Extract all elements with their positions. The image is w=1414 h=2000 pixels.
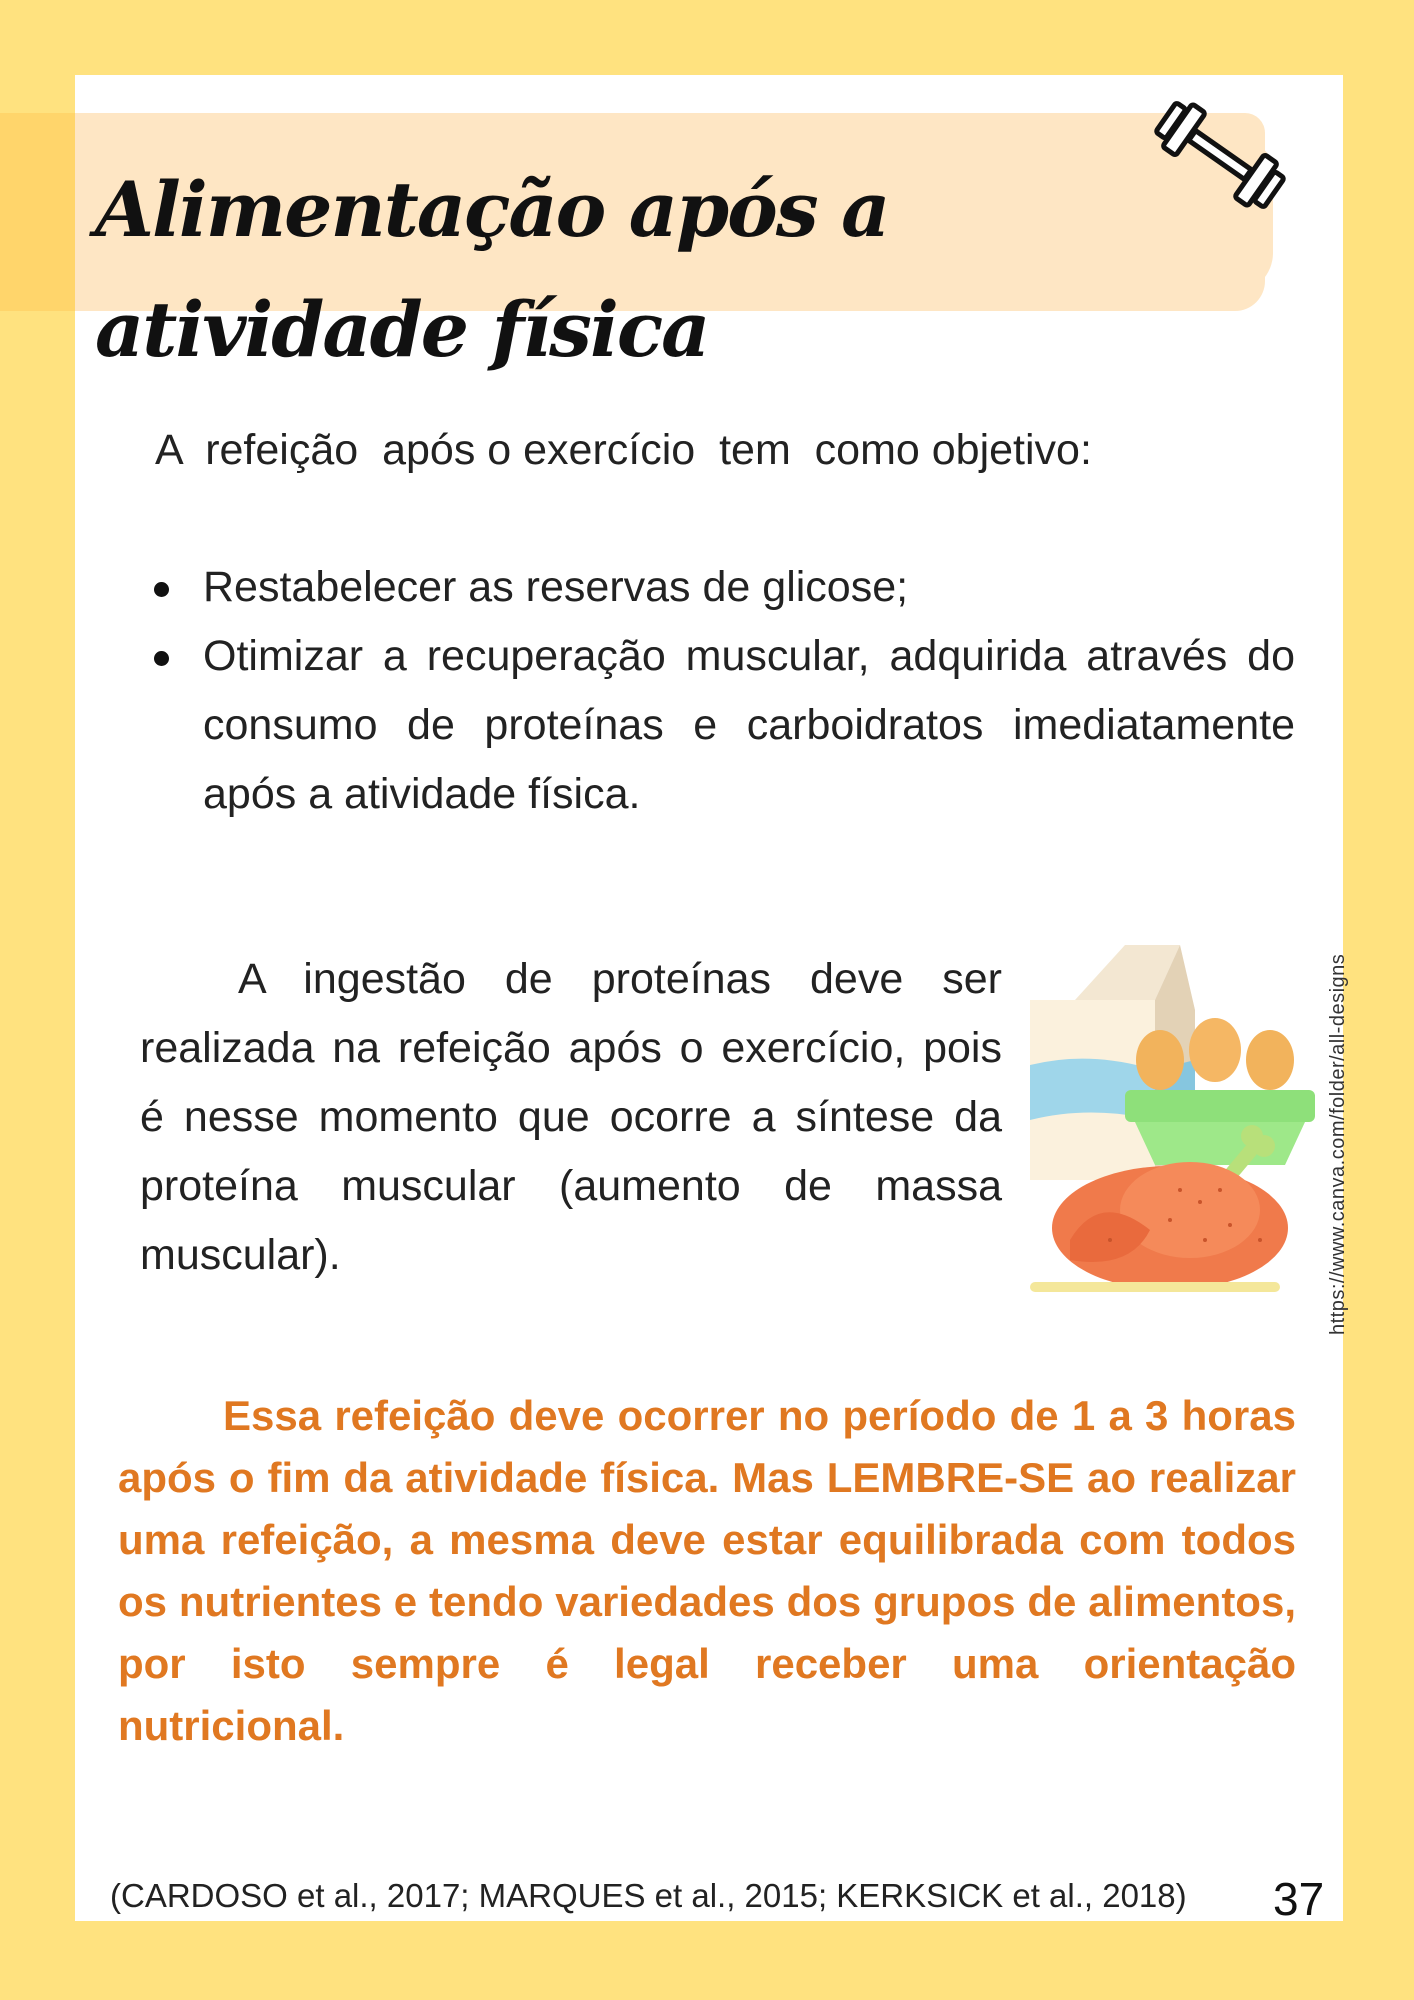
bullet-dot (154, 582, 169, 597)
references: (CARDOSO et al., 2017; MARQUES et al., 2015; KERKSICK et al., 2018) (110, 1877, 1187, 1914)
objectives-list (150, 553, 1295, 829)
highlight-paragraph: Essa refeição deve ocorrer no período de 1 a 3 horas após o fim da atividade física. Mas LEMBRE-SE ao realizar uma refeição, a mesma deve estar equilibrada com todos os nutrientes e tendo variedades dos grupos de alimentos, por isto sempre é legal receber uma orientação nutricional. (118, 1392, 1296, 1749)
page-number: 37 (1273, 1873, 1325, 1925)
food-illustration (1030, 940, 1315, 1295)
bullet-dot (154, 651, 169, 666)
left-accent-tab (0, 113, 80, 311)
dumbbell-icon (1150, 95, 1290, 215)
image-credit-url: https://www.canva.com/folder/all-designs (1327, 953, 1349, 1335)
list-item-text: Otimizar a recuperação muscular, adquirida através do consumo de proteínas e carboidratos imediatamente após a atividade física. (203, 632, 1295, 818)
list-item (150, 622, 1295, 829)
list-item (150, 553, 1295, 622)
intro-text: A refeição após o exercício tem como objetivo: (155, 426, 1092, 474)
protein-paragraph: A ingestão de proteínas deve ser realizada na refeição após o exercício, pois é nesse momento que ocorre a síntese da proteína muscular (aumento de massa muscular). (140, 955, 1002, 1279)
page-title: Alimentação após a atividade física (95, 165, 889, 374)
list-item-text: Restabelecer as reservas de glicose; (203, 563, 909, 611)
